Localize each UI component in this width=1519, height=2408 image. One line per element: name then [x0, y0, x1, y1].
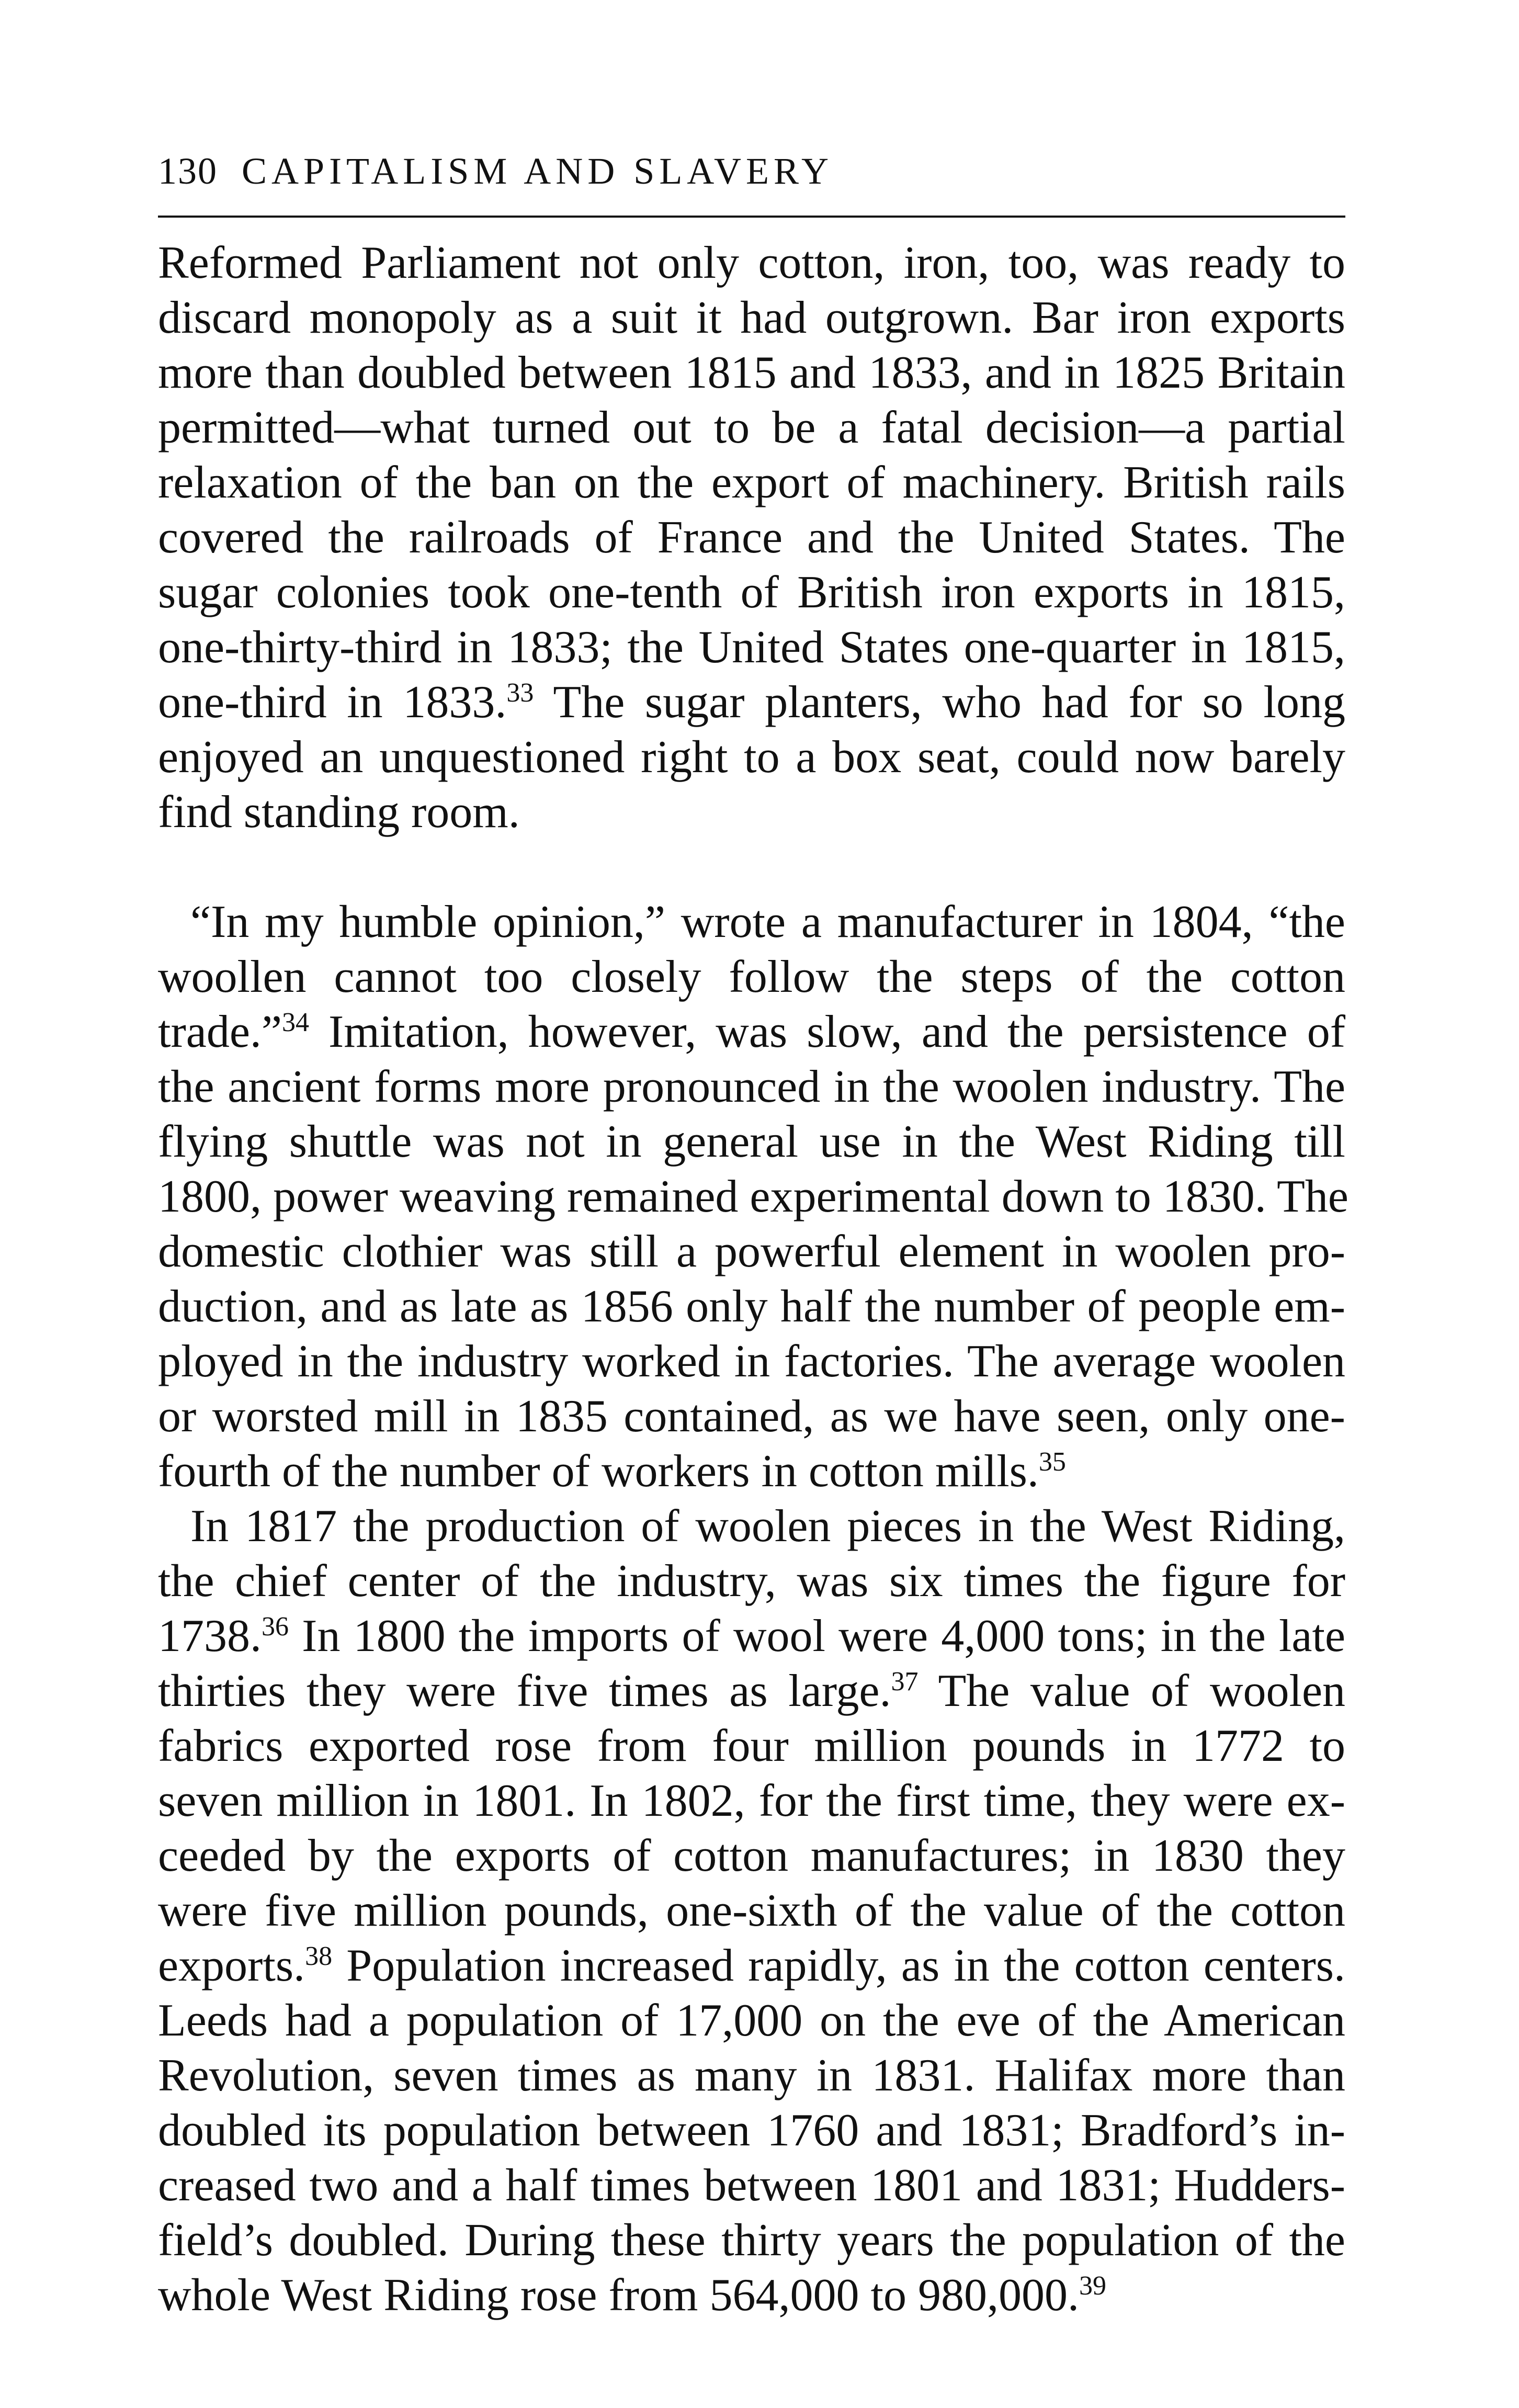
body-text [158, 235, 1348, 2323]
text-line: doubled its population between 1760 and 1831; Bradford’s in- [158, 2105, 1345, 2156]
text-line: woollen cannot too closely follow the steps of the cotton [158, 952, 1345, 1002]
text-line: find standing room. [158, 787, 520, 838]
running-head [158, 142, 1345, 200]
text-line: creased two and a half times between 1801 and 1831; Hudders- [158, 2160, 1345, 2211]
footnote-ref-34[interactable]: 34 [281, 1008, 309, 1037]
text-line: one-thirty-third in 1833; the United States one-quarter in 1815, [158, 622, 1345, 673]
text-segment: whole West Riding rose from 564,000 to 980,000. [158, 2270, 1079, 2321]
text-line: ceeded by the exports of cotton manufactures; in 1830 they [158, 1830, 1345, 1881]
text-line [158, 675, 1345, 730]
text-line [158, 1609, 1345, 1664]
text-segment: In 1800 the imports of wool were 4,000 tons; in the late [289, 1611, 1345, 1661]
text-line: duction, and as late as 1856 only half the number of people em- [158, 1281, 1345, 1332]
text-line: fabrics exported rose from four million pounds in 1772 to [158, 1721, 1345, 1771]
text-line [158, 2268, 1345, 2323]
section-break [158, 840, 1345, 895]
text-line: covered the railroads of France and the United States. The [158, 512, 1345, 563]
text-line: ployed in the industry worked in factories. The average woolen [158, 1336, 1345, 1387]
footnote-ref-37[interactable]: 37 [891, 1667, 919, 1697]
text-segment: thirties they were five times as large. [158, 1666, 891, 1716]
footnote-ref-35[interactable]: 35 [1038, 1447, 1066, 1477]
footnote-ref-38[interactable]: 38 [305, 1941, 333, 1971]
text-line: “In my humble opinion,” wrote a manufacturer in 1804, “the [190, 897, 1345, 947]
text-line: relaxation of the ban on the export of machinery. British rails [158, 457, 1345, 508]
text-line: more than doubled between 1815 and 1833, and in 1825 Britain [158, 347, 1345, 398]
text-segment: exports. [158, 1940, 305, 1991]
text-segment: fourth of the number of workers in cotton mills. [158, 1446, 1039, 1497]
text-line [158, 1664, 1345, 1719]
text-line: Leeds had a population of 17,000 on the eve of the American [158, 1995, 1345, 2046]
text-line: Revolution, seven times as many in 1831. Halifax more than [158, 2050, 1345, 2101]
text-segment: The value of woolen [918, 1666, 1345, 1716]
text-line: permitted—what turned out to be a fatal decision—a partial [158, 402, 1345, 453]
text-segment: trade.” [158, 1007, 282, 1057]
text-line: the chief center of the industry, was six times the figure for [158, 1556, 1345, 1607]
text-line: sugar colonies took one-tenth of British iron exports in 1815, [158, 567, 1345, 618]
text-line: or worsted mill in 1835 contained, as we have seen, only one- [158, 1391, 1345, 1442]
text-segment: 1738. [158, 1611, 262, 1661]
text-line: Reformed Parliament not only cotton, iron, too, was ready to [158, 238, 1345, 288]
text-segment: Imitation, however, was slow, and the persistence of [309, 1007, 1345, 1057]
running-title: CAPITALISM AND SLAVERY [242, 150, 834, 192]
text-line: flying shuttle was not in general use in the West Riding till [158, 1116, 1345, 1167]
header-rule [158, 216, 1345, 218]
text-line: discard monopoly as a suit it had outgrown. Bar iron exports [158, 292, 1345, 343]
text-line: were five million pounds, one-sixth of the value of the cotton [158, 1885, 1345, 1936]
footnote-ref-33[interactable]: 33 [506, 678, 534, 708]
text-segment: one-third in 1833. [158, 677, 507, 728]
text-line: the ancient forms more pronounced in the woolen industry. The [158, 1061, 1345, 1112]
text-line: field’s doubled. During these thirty years the population of the [158, 2215, 1345, 2266]
text-line: In 1817 the production of woolen pieces in the West Riding, [190, 1501, 1345, 1552]
text-line [158, 1938, 1345, 1993]
text-line: domestic clothier was still a powerful element in woolen pro- [158, 1226, 1345, 1277]
page-number: 130 [158, 150, 218, 192]
text-line: enjoyed an unquestioned right to a box seat, could now barely [158, 732, 1345, 783]
footnote-ref-39[interactable]: 39 [1079, 2271, 1106, 2301]
text-segment: Population increased rapidly, as in the cotton centers. [332, 1940, 1345, 1991]
text-line [158, 1444, 1345, 1499]
text-line [158, 1004, 1345, 1059]
text-segment: The sugar planters, who had for so long [534, 677, 1346, 728]
footnote-ref-36[interactable]: 36 [262, 1612, 289, 1642]
text-line: 1800, power weaving remained experimental down to 1830. The [158, 1171, 1348, 1222]
text-line: seven million in 1801. In 1802, for the first time, they were ex- [158, 1776, 1345, 1826]
